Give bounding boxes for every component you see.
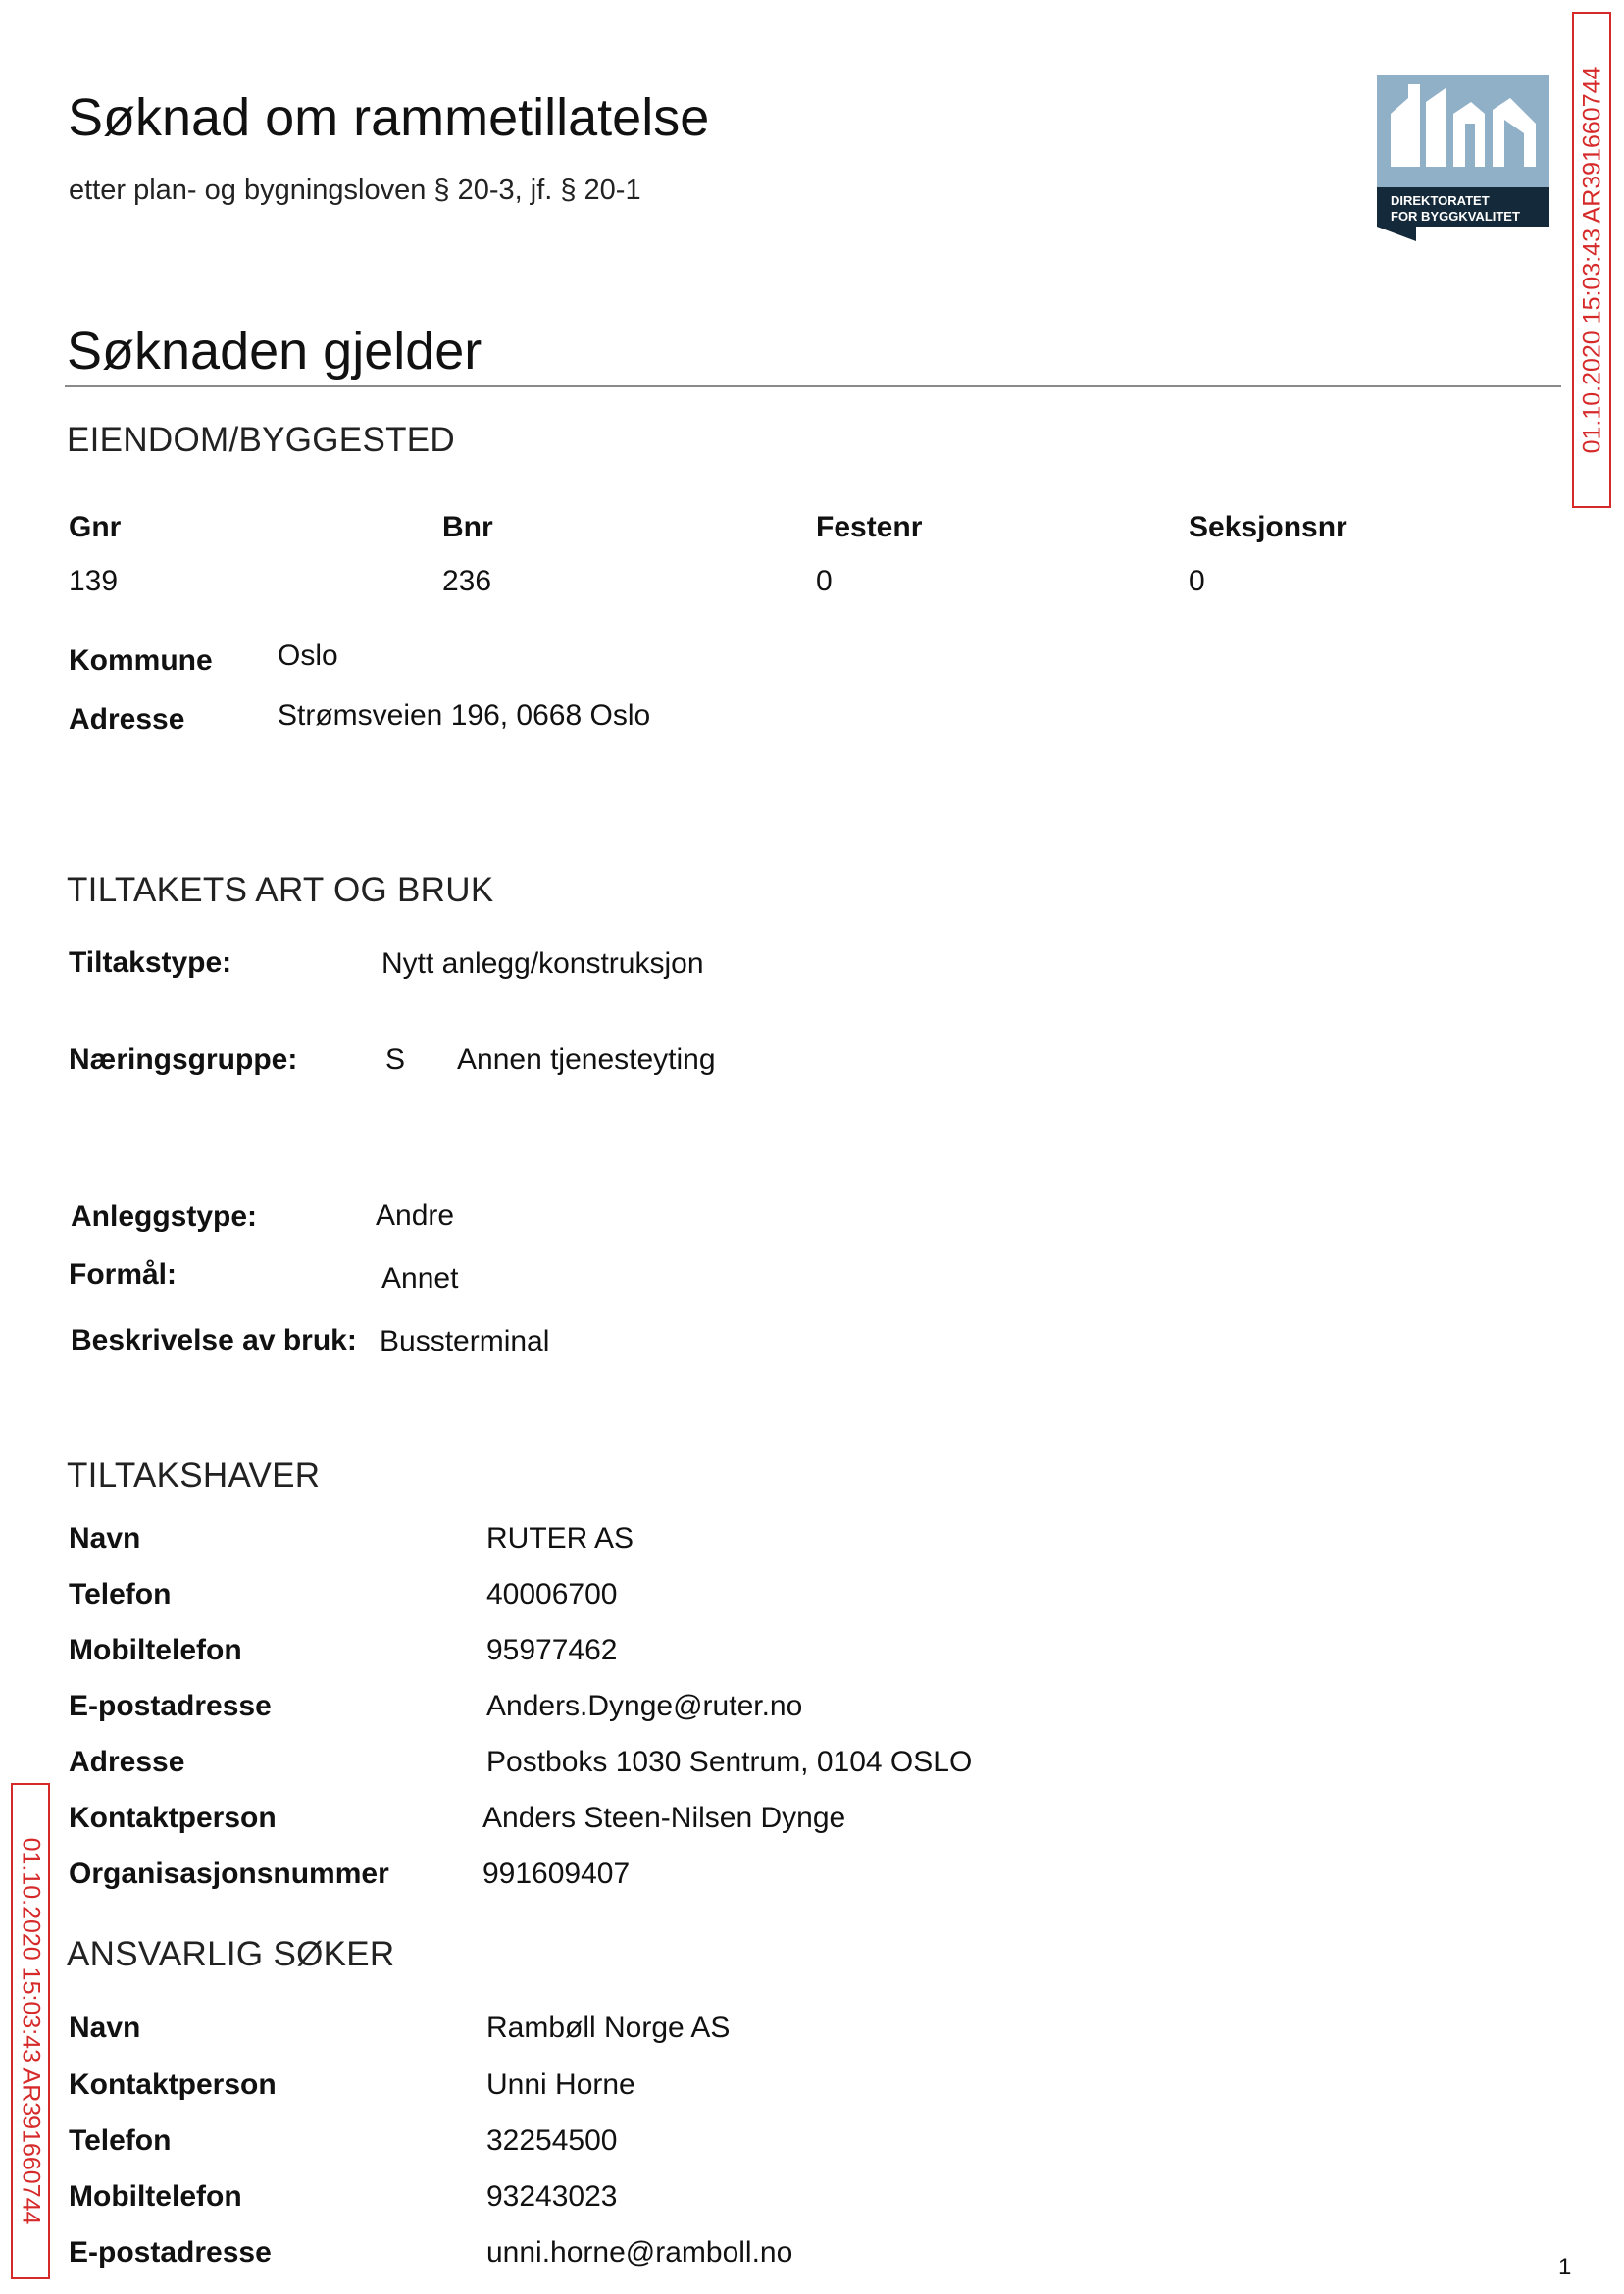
seksjonsnr-value: 0 <box>1189 565 1205 597</box>
archive-stamp-top <box>1572 12 1611 508</box>
formal-value: Annet <box>381 1262 459 1295</box>
soker-kontaktperson-value: Unni Horne <box>486 2068 635 2101</box>
anleggstype-label: Anleggstype: <box>71 1200 258 1233</box>
soker-navn-value: Rambøll Norge AS <box>486 2012 731 2044</box>
tiltakshaver-telefon-label: Telefon <box>69 1578 172 1610</box>
festenr-value: 0 <box>816 565 833 597</box>
soker-telefon-label: Telefon <box>69 2124 172 2157</box>
tiltakshaver-kontaktperson-value: Anders Steen-Nilsen Dynge <box>482 1802 846 1834</box>
tiltakshaver-kontaktperson-label: Kontaktperson <box>69 1802 277 1834</box>
tiltakshaver-orgnr-label: Organisasjonsnummer <box>69 1858 389 1890</box>
kommune-label: Kommune <box>69 644 213 677</box>
bnr-value: 236 <box>442 565 492 597</box>
eiendom-heading: EIENDOM/BYGGESTED <box>67 421 455 459</box>
formal-label: Formål: <box>69 1258 178 1291</box>
tiltakshaver-epost-value: Anders.Dynge@ruter.no <box>486 1690 803 1722</box>
archive-stamp-bottom <box>11 1783 50 2279</box>
archive-stamp-text: 01.10.2020 15:03:43 AR391660744 <box>17 1837 44 2225</box>
tiltakstype-label: Tiltakstype: <box>69 946 232 979</box>
soker-epost-label: E-postadresse <box>69 2236 272 2269</box>
tiltakshaver-adresse-label: Adresse <box>69 1746 185 1778</box>
festenr-label: Festenr <box>816 511 923 543</box>
logo-text-line1: DIREKTORATET <box>1391 193 1490 208</box>
soker-telefon-value: 32254500 <box>486 2124 618 2157</box>
section-title: Søknaden gjelder <box>67 322 482 381</box>
building-logo-icon <box>1377 75 1549 241</box>
document-title: Søknad om rammetillatelse <box>68 88 710 147</box>
kommune-value: Oslo <box>278 639 338 672</box>
beskrivelse-value: Bussterminal <box>380 1325 550 1357</box>
tiltakshaver-telefon-value: 40006700 <box>486 1578 618 1610</box>
tiltakshaver-navn-value: RUTER AS <box>486 1522 634 1555</box>
beskrivelse-label: Beskrivelse av bruk: <box>71 1324 357 1356</box>
seksjonsnr-label: Seksjonsnr <box>1189 511 1347 543</box>
soker-mobil-label: Mobiltelefon <box>69 2180 242 2213</box>
naeringsgruppe-label: Næringsgruppe: <box>69 1044 298 1076</box>
soker-navn-label: Navn <box>69 2012 141 2044</box>
naeringsgruppe-value: Annen tjenesteyting <box>457 1044 716 1076</box>
adresse-value: Strømsveien 196, 0668 Oslo <box>278 699 651 732</box>
document-subtitle: etter plan- og bygningsloven § 20-3, jf. § 20-1 <box>69 175 641 206</box>
adresse-label: Adresse <box>69 703 185 736</box>
naeringsgruppe-code: S <box>385 1044 406 1076</box>
page-number: 1 <box>1558 2254 1572 2280</box>
dibk-logo <box>1377 75 1549 241</box>
tiltakshaver-heading: TILTAKSHAVER <box>67 1456 321 1495</box>
tiltakshaver-mobil-label: Mobiltelefon <box>69 1634 242 1666</box>
soker-mobil-value: 93243023 <box>486 2180 618 2213</box>
gnr-label: Gnr <box>69 511 122 543</box>
tiltakshaver-mobil-value: 95977462 <box>486 1634 618 1666</box>
logo-text-line2: FOR BYGGKVALITET <box>1391 209 1520 224</box>
ansvarlig-soker-heading: ANSVARLIG SØKER <box>67 1935 395 1973</box>
soker-kontaktperson-label: Kontaktperson <box>69 2068 277 2101</box>
archive-stamp-text: 01.10.2020 15:03:43 AR391660744 <box>1578 66 1605 454</box>
tiltakshaver-navn-label: Navn <box>69 1522 141 1555</box>
soker-epost-value: unni.horne@ramboll.no <box>486 2236 793 2269</box>
tiltakstype-value: Nytt anlegg/konstruksjon <box>381 947 704 980</box>
anleggstype-value: Andre <box>376 1199 455 1232</box>
section-divider <box>65 385 1561 387</box>
tiltakshaver-orgnr-value: 991609407 <box>482 1858 631 1890</box>
tiltakshaver-epost-label: E-postadresse <box>69 1690 272 1722</box>
tiltak-heading: TILTAKETS ART OG BRUK <box>67 871 494 909</box>
tiltakshaver-adresse-value: Postboks 1030 Sentrum, 0104 OSLO <box>486 1746 973 1778</box>
bnr-label: Bnr <box>442 511 493 543</box>
gnr-value: 139 <box>69 565 119 597</box>
